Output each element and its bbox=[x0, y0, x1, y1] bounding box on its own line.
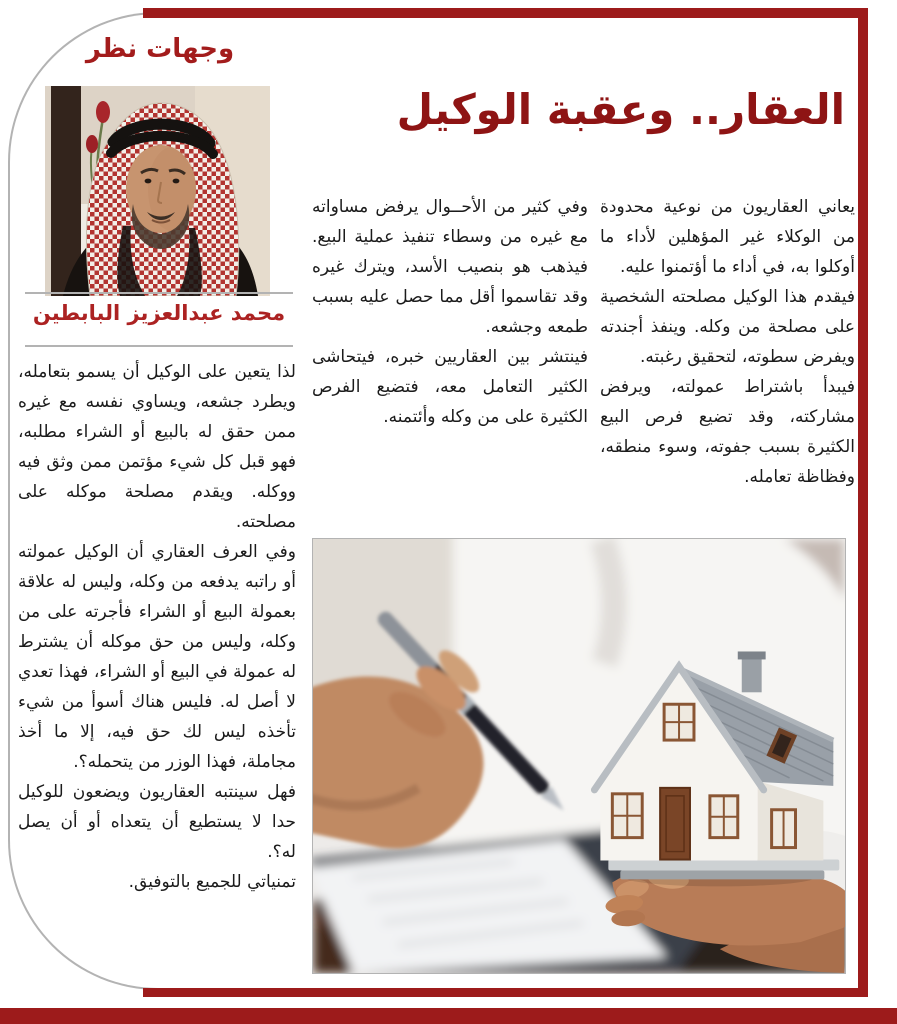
door bbox=[660, 788, 690, 860]
house-photo-illustration bbox=[313, 539, 845, 973]
footer-red-bar bbox=[0, 1008, 897, 1024]
paragraph: لذا يتعين على الوكيل أن يسمو بتعامله، ويطرد جشعه، ويساوي نفسه مع غيره ممن حقق له بالبيع أو الشراء مطلبه، فهو قبل كل شيء مؤتمن ممن وثق فيه ووكله. ويقدم مصلحة موكله على مصلحته. bbox=[18, 362, 296, 532]
paragraph: فهل سينتبه العقاريون ويضعون للوكيل حدا لا يستطيع أن يتعداه أو أن يصل له؟. bbox=[18, 782, 296, 862]
paragraph: فيبدأ باشتراط عمولته، ويرفض مشاركته، وقد تضيع فرص البيع الكثيرة بسبب جفوته، وسوء منطقه، وفظاظة تعامله. bbox=[600, 377, 855, 487]
right-red-bar bbox=[858, 8, 868, 997]
top-red-bar bbox=[143, 8, 868, 18]
divider-line bbox=[25, 292, 293, 294]
author-photo bbox=[45, 86, 270, 296]
paragraph: يعاني العقاريون من نوعية محدودة من الوكلاء غير المؤهلين لأداء ما أوكلوا به، في أداء ما أؤتمنوا عليه. bbox=[600, 197, 855, 277]
column-middle bbox=[312, 192, 588, 432]
paragraph: فيقدم هذا الوكيل مصلحته الشخصية على مصلحة من وكله. وينفذ أجندته ويفرض سطوته، لتحقيق رغبته. bbox=[600, 287, 855, 367]
column-right bbox=[600, 192, 855, 492]
bottom-red-line bbox=[143, 988, 868, 997]
author-portrait-illustration bbox=[45, 86, 270, 296]
paragraph: وفي العرف العقاري أن الوكيل عمولته أو راتبه يدفعه من وكله، وليس له علاقة بعمولة البيع أو الشراء فأجرته على من وكله، وليس من حق موكله أن يشترط له عمولة في البيع أو الشراء، فهذا تعدي لا أصل له. فليس هناك أسوأ من شيء تأخذه ليس لك حق فيه، إلا ما أخذ مجاملة، فهذا الوزر من يتحمله؟. bbox=[18, 542, 296, 772]
section-label: وجهات نظر bbox=[85, 34, 235, 64]
house-base bbox=[608, 860, 839, 871]
divider-line bbox=[25, 345, 293, 347]
paragraph: تمنياتي للجميع بالتوفيق. bbox=[128, 872, 296, 892]
article-headline: العقار.. وعقبة الوكيل bbox=[396, 85, 845, 134]
chimney bbox=[742, 656, 762, 692]
author-name: محمد عبدالعزيز البابطين bbox=[32, 301, 286, 325]
column-left bbox=[18, 357, 296, 897]
article-photo bbox=[312, 538, 846, 974]
paragraph: وفي كثير من الأحــوال يرفض مساواته مع غيره من وسطاء تنفيذ عملية البيع. فيذهب هو بنصيب الأسد، ويترك غيره وقد تقاسموا أقل مما حصل عليه بسبب طمعه وجشعه. bbox=[312, 197, 588, 337]
paragraph: فينتشر بين العقاريين خبره، فيتحاشى الكثير التعامل معه، فتضيع الفرص الكثيرة على من وكله وأئتمنه. bbox=[312, 347, 588, 427]
